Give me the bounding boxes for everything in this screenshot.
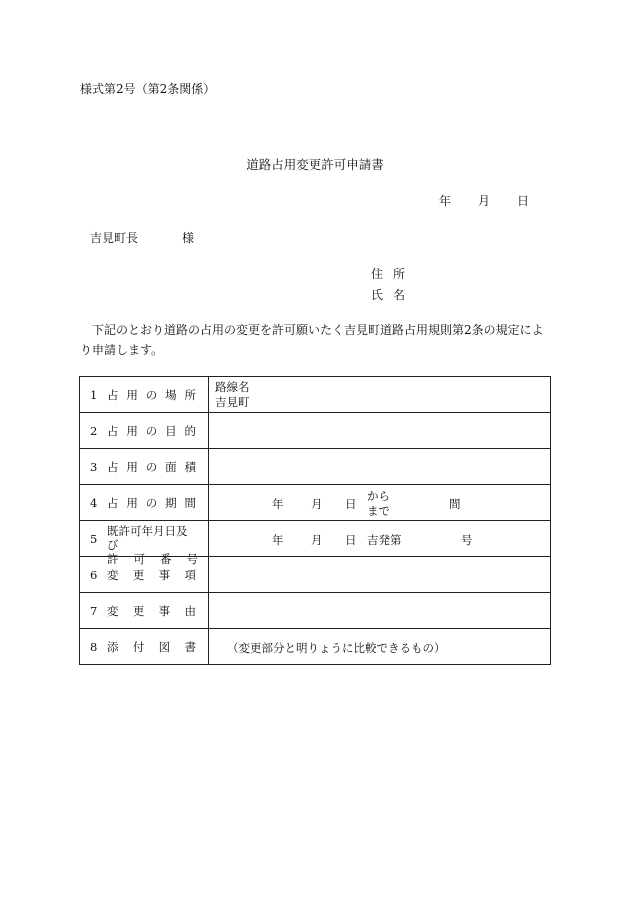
route-name-label: 路線名 (215, 380, 250, 394)
period-field[interactable] (209, 485, 551, 521)
row-label (80, 485, 209, 521)
attachments-field[interactable] (209, 629, 551, 665)
row-label (80, 629, 209, 665)
row-label-text: 占用の場所 (107, 387, 196, 402)
row-number: 3 (90, 459, 98, 474)
application-table (79, 376, 551, 665)
purpose-field[interactable] (209, 413, 551, 449)
table-row (80, 593, 551, 629)
permit-month: 月 (311, 533, 323, 547)
row-label (80, 377, 209, 413)
table-row (80, 449, 551, 485)
row-number: 4 (90, 495, 98, 510)
location-field[interactable] (209, 377, 551, 413)
period-until: まで (367, 504, 390, 518)
prior-permit-field[interactable] (209, 521, 551, 557)
permit-year: 年 (272, 533, 284, 547)
row-label (80, 521, 209, 566)
period-from: から (367, 489, 390, 503)
area-field[interactable] (209, 449, 551, 485)
row-label-text: 占用の期間 (107, 495, 196, 510)
period-duration: 間 (449, 497, 461, 511)
change-items-field[interactable] (209, 557, 551, 593)
period-day: 日 (345, 497, 357, 511)
row-label (80, 557, 209, 593)
row-number: 7 (90, 603, 98, 618)
address-label: 住所 (371, 267, 416, 281)
row-label (80, 593, 209, 629)
addressee-suffix: 様 (182, 231, 195, 245)
row-number: 6 (90, 567, 98, 582)
row-label-text: 占用の面積 (107, 459, 196, 474)
change-reason-field[interactable] (209, 593, 551, 629)
period-month: 月 (311, 497, 323, 511)
table-row (80, 629, 551, 665)
attachments-note: （変更部分と明りょうに比較できるもの） (227, 641, 446, 655)
date-year: 年 (439, 194, 452, 208)
body-text-content: 下記のとおり道路の占用の変更を許可願いたく吉見町道路占用規則第2条の規定により申請します。 (80, 323, 544, 357)
permit-prefix: 吉発第 (367, 533, 402, 547)
date-month: 月 (478, 194, 491, 208)
date-day: 日 (517, 194, 530, 208)
addressee-name: 吉見町長 (90, 231, 139, 245)
row-number: 2 (90, 423, 98, 438)
row-number: 1 (90, 387, 98, 402)
row-number: 8 (90, 639, 98, 654)
name-label: 氏名 (371, 288, 416, 302)
body-text (80, 320, 555, 360)
table-row (80, 377, 551, 413)
addressee (90, 229, 194, 246)
date-line (439, 192, 529, 209)
row-label (80, 449, 209, 485)
table-row (80, 485, 551, 521)
row-label-line1: 既許可年月日及び (107, 524, 188, 552)
table-row (80, 521, 551, 557)
row-number: 5 (90, 531, 98, 546)
form-number: 様式第2号（第2条関係） (80, 82, 216, 96)
row-label (80, 413, 209, 449)
permit-day: 日 (345, 533, 357, 547)
row-label-text: 変更事項 (107, 567, 196, 582)
table-row (80, 413, 551, 449)
row-label-line2: 許可番号 (107, 552, 198, 566)
permit-suffix: 号 (461, 533, 473, 547)
table-row (80, 557, 551, 593)
page-title: 道路占用変更許可申請書 (246, 157, 384, 172)
row-label-text: 占用の目的 (107, 423, 196, 438)
period-year: 年 (272, 497, 284, 511)
row-label-text: 添付図書 (107, 639, 196, 654)
town-name: 吉見町 (215, 395, 250, 409)
row-label-text: 変更事由 (107, 603, 196, 618)
